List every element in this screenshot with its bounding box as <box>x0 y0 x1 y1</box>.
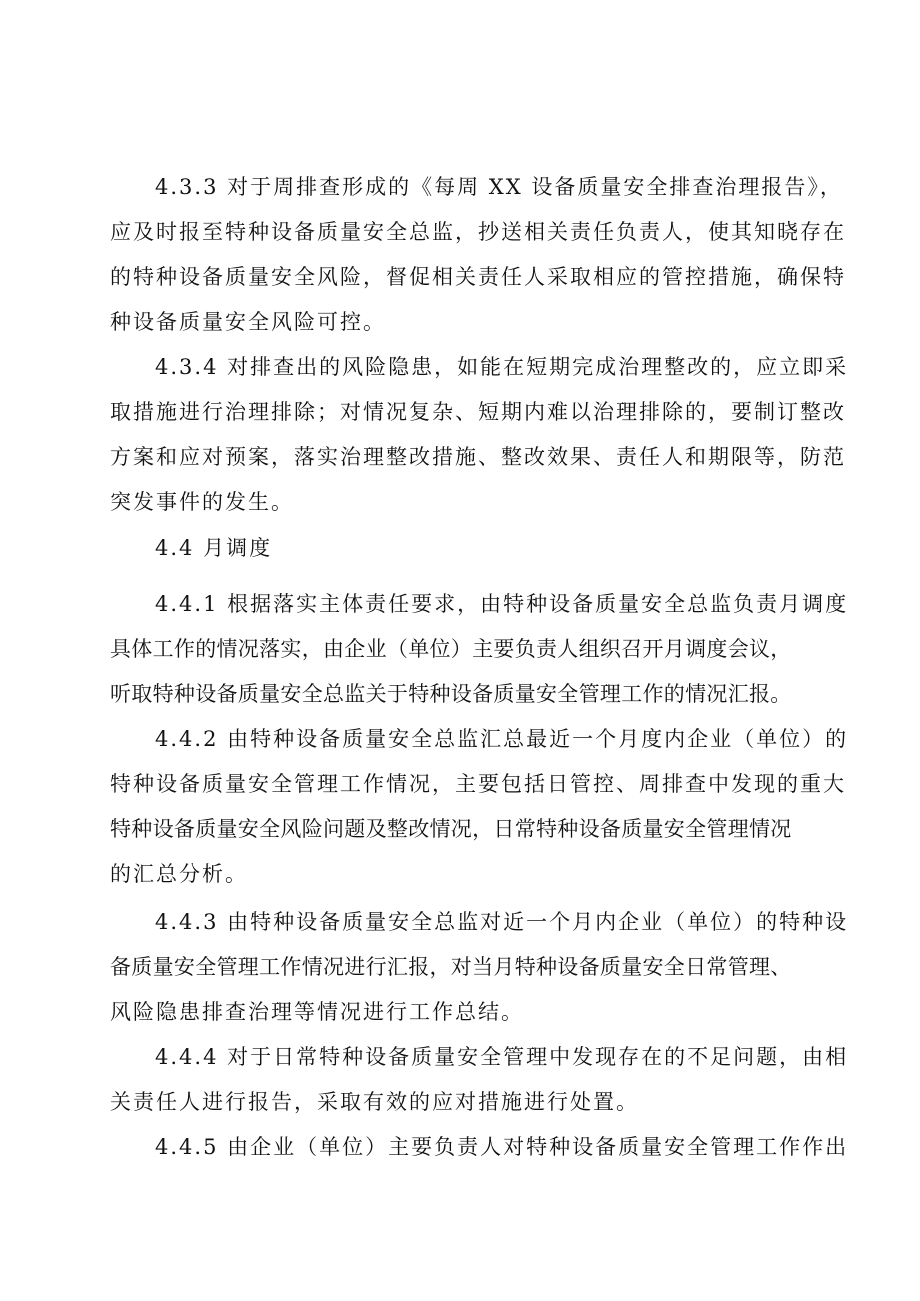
text-line: 风险隐患排查治理等情况进行工作总结。 <box>110 1000 524 1024</box>
text-line: 的特种设备质量安全风险，督促相关责任人采取相应的管控措施，确保特 <box>110 265 846 289</box>
text-line: 备质量安全管理工作情况进行汇报，对当月特种设备质量安全日常管理、 <box>110 955 792 979</box>
text-line: 方案和应对预案，落实治理整改措施、整改效果、责任人和期限等，防范 <box>110 445 846 469</box>
text-line: 4.3.4 对排查出的风险隐患，如能在短期完成治理整改的，应立即采 <box>155 355 849 379</box>
text-line: 特种设备质量安全风险问题及整改情况，日常特种设备质量安全管理情况 <box>110 817 792 841</box>
text-line: 具体工作的情况落实，由企业（单位）主要负责人组织召开月调度会议， <box>110 637 792 661</box>
text-line: 的汇总分析。 <box>110 862 248 886</box>
text-line: 4.4.3 由特种设备质量安全总监对近一个月内企业（单位）的特种设 <box>155 910 849 934</box>
text-line: 4.4.2 由特种设备质量安全总监汇总最近一个月度内企业（单位）的 <box>155 727 849 751</box>
text-line: 关责任人进行报告，采取有效的应对措施进行处置。 <box>110 1090 639 1114</box>
section-heading: 4.4 月调度 <box>155 536 273 560</box>
text-line: 4.4.4 对于日常特种设备质量安全管理中发现存在的不足问题，由相 <box>155 1045 849 1069</box>
text-line: 4.3.3 对于周排查形成的《每周 XX 设备质量安全排查治理报告》， <box>155 175 843 199</box>
text-line: 应及时报至特种设备质量安全总监，抄送相关责任负责人，使其知晓存在 <box>110 220 846 244</box>
text-line: 特种设备质量安全管理工作情况，主要包括日管控、周排查中发现的重大 <box>110 772 846 796</box>
text-line: 种设备质量安全风险可控。 <box>110 310 386 334</box>
text-line: 4.4.1 根据落实主体责任要求，由特种设备质量安全总监负责月调度 <box>155 592 849 616</box>
text-line: 听取特种设备质量安全总监关于特种设备质量安全管理工作的情况汇报。 <box>110 682 792 706</box>
text-line: 突发事件的发生。 <box>110 490 294 514</box>
text-line: 4.4.5 由企业（单位）主要负责人对特种设备质量安全管理工作作出 <box>155 1135 849 1159</box>
text-line: 取措施进行治理排除；对情况复杂、短期内难以治理排除的，要制订整改 <box>110 400 846 424</box>
